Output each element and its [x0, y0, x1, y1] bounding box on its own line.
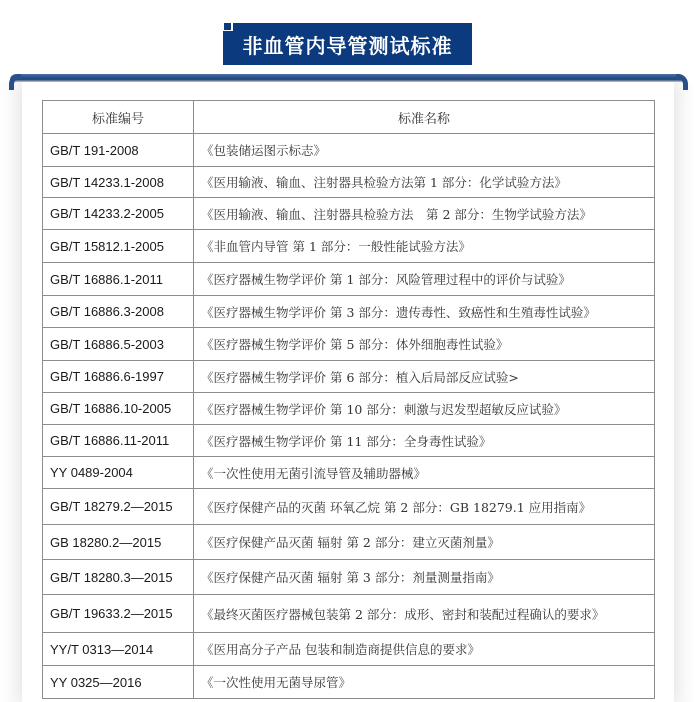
table-row: [43, 328, 655, 361]
standard-name: 《医疗器械生物学评价 第 11 部分：全身毒性试验》: [194, 425, 655, 457]
panel-shadow-right: [674, 82, 695, 702]
header-divider-bar: [10, 74, 685, 82]
table-row: [43, 457, 655, 489]
standard-name: 《医疗器械生物学评价 第 1 部分：风险管理过程中的评价与试验》: [194, 263, 655, 296]
table-header-row: [43, 101, 655, 134]
table-row: [43, 296, 655, 328]
page-title: 非血管内导管测试标准: [242, 33, 453, 58]
standard-name: 《医疗保健产品的灭菌 环氧乙烷 第 2 部分：GB 18279.1 应用指南》: [194, 489, 655, 525]
standard-code: GB/T 14233.1-2008: [43, 167, 194, 198]
table-row: [43, 198, 655, 230]
standard-name: 《医用输液、输血、注射器具检验方法 第 2 部分：生物学试验方法》: [194, 198, 655, 230]
standard-code: GB/T 15812.1-2005: [43, 230, 194, 263]
table-row: [43, 230, 655, 263]
standard-code: GB/T 18279.2—2015: [43, 489, 194, 525]
standard-code: GB/T 16886.5-2003: [43, 328, 194, 361]
standard-code: YY/T 0313—2014: [43, 633, 194, 666]
standard-name: 《医疗保健产品灭菌 辐射 第 2 部分：建立灭菌剂量》: [194, 525, 655, 560]
standard-code: GB/T 16886.3-2008: [43, 296, 194, 328]
standard-code: YY 0325—2016: [43, 666, 194, 699]
table-row: [43, 489, 655, 525]
bar-left-hook-icon: [9, 74, 21, 90]
table-row: [43, 167, 655, 198]
table-row: [43, 263, 655, 296]
standard-code: GB/T 19633.2—2015: [43, 595, 194, 633]
standard-name: 《医疗器械生物学评价 第 10 部分：刺激与迟发型超敏反应试验》: [194, 393, 655, 425]
standard-code: GB/T 191-2008: [43, 134, 194, 167]
table-row: [43, 595, 655, 633]
table-body: [43, 134, 655, 699]
standard-code: GB/T 16886.10-2005: [43, 393, 194, 425]
table-row: [43, 361, 655, 393]
page-title-banner: [223, 23, 472, 65]
standard-name: 《非血管内导管 第 1 部分：一般性能试验方法》: [194, 230, 655, 263]
standard-code: GB/T 18280.3—2015: [43, 560, 194, 595]
standard-name: 《医用高分子产品 包装和制造商提供信息的要求》: [194, 633, 655, 666]
standard-name: 《包装储运图示标志》: [194, 134, 655, 167]
table-row: [43, 134, 655, 167]
standard-code: GB 18280.2—2015: [43, 525, 194, 560]
standard-code: YY 0489-2004: [43, 457, 194, 489]
table-row: [43, 393, 655, 425]
table-row: [43, 666, 655, 699]
table-row: [43, 633, 655, 666]
standard-code: GB/T 16886.1-2011: [43, 263, 194, 296]
standard-name: 《医疗器械生物学评价 第 6 部分：植入后局部反应试验>: [194, 361, 655, 393]
column-header-name: 标准名称: [194, 101, 655, 134]
table-row: [43, 425, 655, 457]
standard-name: 《医疗器械生物学评价 第 3 部分：遗传毒性、致癌性和生殖毒性试验》: [194, 296, 655, 328]
standard-name: 《一次性使用无菌引流导管及辅助器械》: [194, 457, 655, 489]
bar-right-hook-icon: [676, 74, 688, 90]
table-row: [43, 525, 655, 560]
standards-table: [42, 100, 655, 699]
standard-name: 《医疗器械生物学评价 第 5 部分：体外细胞毒性试验》: [194, 328, 655, 361]
panel-shadow-left: [0, 82, 22, 702]
standard-code: GB/T 14233.2-2005: [43, 198, 194, 230]
standard-code: GB/T 16886.11-2011: [43, 425, 194, 457]
standard-name: 《医疗保健产品灭菌 辐射 第 3 部分：剂量测量指南》: [194, 560, 655, 595]
column-header-code: 标准编号: [43, 101, 194, 134]
standard-name: 《医用输液、输血、注射器具检验方法第 1 部分：化学试验方法》: [194, 167, 655, 198]
standard-name: 《最终灭菌医疗器械包装第 2 部分：成形、密封和装配过程确认的要求》: [194, 595, 655, 633]
table-row: [43, 560, 655, 595]
standard-name: 《一次性使用无菌导尿管》: [194, 666, 655, 699]
corner-decoration-icon: [221, 21, 233, 31]
standard-code: GB/T 16886.6-1997: [43, 361, 194, 393]
